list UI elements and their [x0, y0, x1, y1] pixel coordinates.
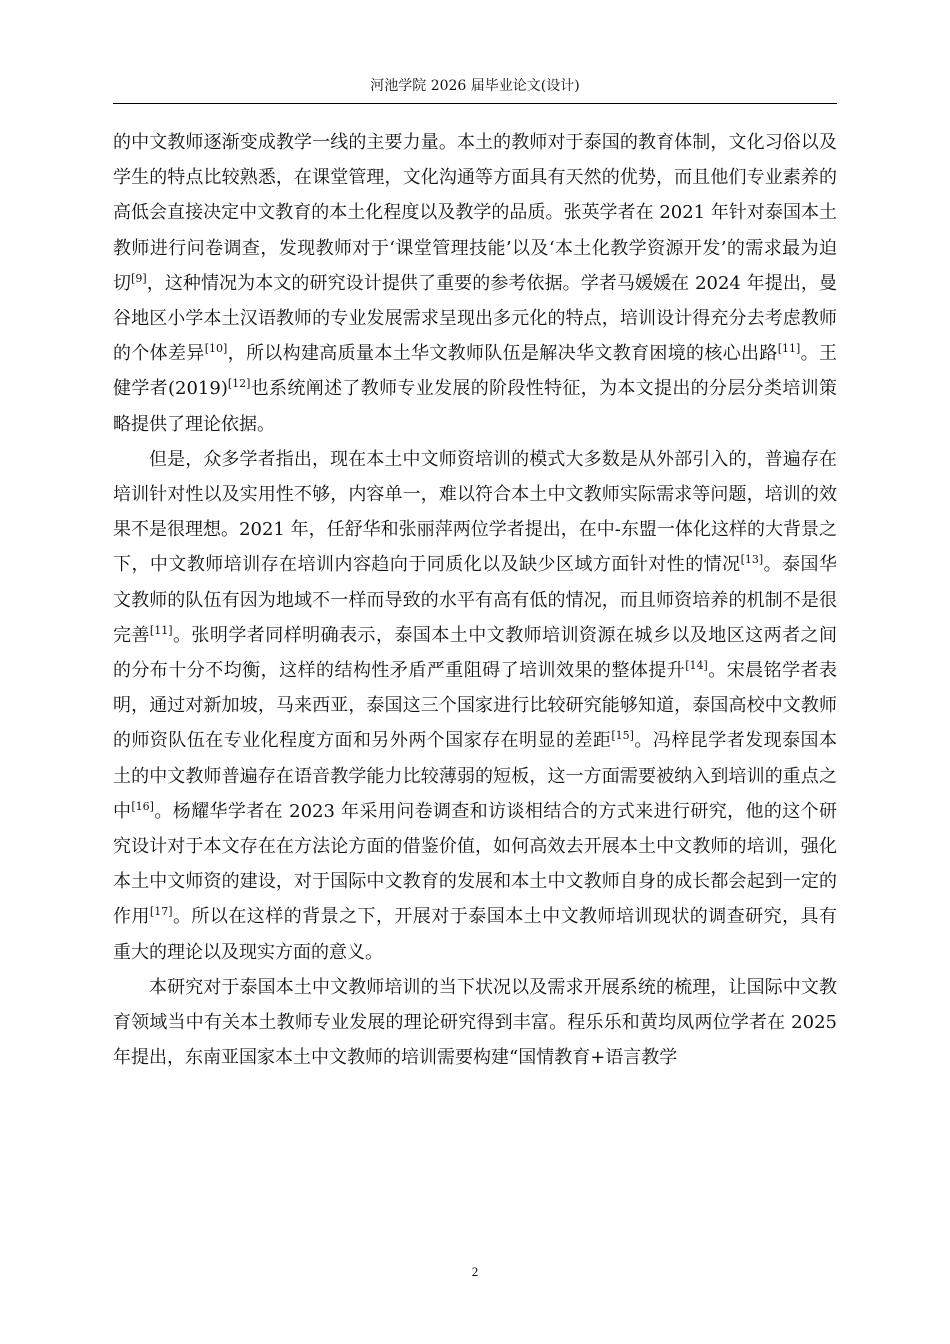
body-text: [113, 125, 837, 1075]
text-run: 本研究对于泰国本土中文教师培训的当下状况以及需求开展系统的梳理，让国际中文教育领域当中有关本土教师专业发展的理论研究得到丰富。程乐乐和黄均凤两位学者在 2025 年提出，东南亚国家本土中文教师的培训需要构建“国情教育+语言教学: [113, 976, 837, 1069]
citation-marker: [11]: [777, 342, 801, 356]
text-run: 。杨耀华学者在 2023 年采用问卷调查和访谈相结合的方式来进行研究，他的这个研究设计对于本文存在在方法论方面的借鉴价值，如何高效去开展本土中文教师的培训，强化本土中文师资的建设，对于国际中文教育的发展和本土中文教师自身的成长都会起到一定的作用: [113, 800, 838, 928]
citation-marker: [9]: [131, 271, 147, 285]
text-run: 。宋晨铭学者表明，通过对新加坡，马来西亚，泰国这三个国家进行比较研究能够知道，泰国高校中文教师的师资队伍在专业化程度方面和另外两个国家存在明显的差距: [113, 660, 838, 752]
header-divider: [113, 103, 837, 104]
text-run: 。冯梓昆学者发现泰国本土的中文教师普遍存在语音教学能力比较薄弱的短板，这一方面需要被纳入到培训的重点之中: [113, 730, 838, 822]
citation-marker: [16]: [131, 799, 154, 813]
paragraph: [113, 125, 837, 442]
text-run: ，这种情况为本文的研究设计提供了重要的参考依据。学者马媛媛在 2024 年提出，曼谷地区小学本土汉语教师的专业发展需求呈现出多元化的特点，培训设计得充分去考虑教师的个体差异: [113, 272, 838, 365]
citation-marker: [17]: [149, 905, 173, 919]
text-run: 。泰国华文教师的队伍有因为地域不一样而导致的水平有高有低的情况，而且师资培养的机制不是很完善: [113, 554, 838, 646]
text-run: 。王健学者(2019): [113, 343, 838, 400]
citation-marker: [10]: [204, 342, 228, 356]
text-run: 也系统阐述了教师专业发展的阶段性特征，为本文提出的分层分类培训策略提供了理论依据。: [113, 378, 837, 435]
text-run: 。所以在这样的背景之下，开展对于泰国本土中文教师培训现状的调查研究，具有重大的理论以及现实方面的意义。: [113, 906, 838, 963]
running-header: 河池学院 2026 届毕业论文(设计): [370, 78, 580, 94]
citation-marker: [15]: [611, 729, 634, 743]
citation-marker: [12]: [227, 377, 251, 391]
page-number: 2: [471, 1264, 479, 1279]
text-run: ，所以构建高质量本土华文教师队伍是解决华文教育困境的核心出路: [227, 343, 778, 365]
citation-marker: [13]: [740, 553, 764, 567]
paragraph: [113, 970, 837, 1076]
text-run: 的中文教师逐渐变成教学一线的主要力量。本土的教师对于泰国的教育体制，文化习俗以及学生的特点比较熟悉，在课堂管理，文化沟通等方面具有天然的优势，而且他们专业素养的高低会直接决定中文教育的本土化程度以及教学的品质。张英学者在 2021 年针对泰国本土教师进行问卷调查，发现教师对于‘课堂管理技能’以及‘本土化教学资源开发’的需求最为迫切: [113, 132, 837, 294]
text-run: 但是，众多学者指出，现在本土中文师资培训的模式大多数是从外部引入的，普遍存在培训针对性以及实用性不够，内容单一，难以符合本土中文教师实际需求等问题，培训的效果不是很理想。2021 年，任舒华和张丽萍两位学者提出，在中-东盟一体化这样的大背景之下，中文教师培训存在培训内容趋向于同质化以及缺少区域方面针对性的情况: [113, 448, 837, 576]
citation-marker: [11]: [149, 623, 173, 637]
text-run: 。张明学者同样明确表示，泰国本土中文教师培训资源在城乡以及地区这两者之间的分布十分不均衡，这样的结构性矛盾严重阻碍了培训效果的整体提升: [113, 624, 838, 682]
citation-marker: [14]: [685, 659, 708, 673]
paragraph: [113, 442, 837, 970]
